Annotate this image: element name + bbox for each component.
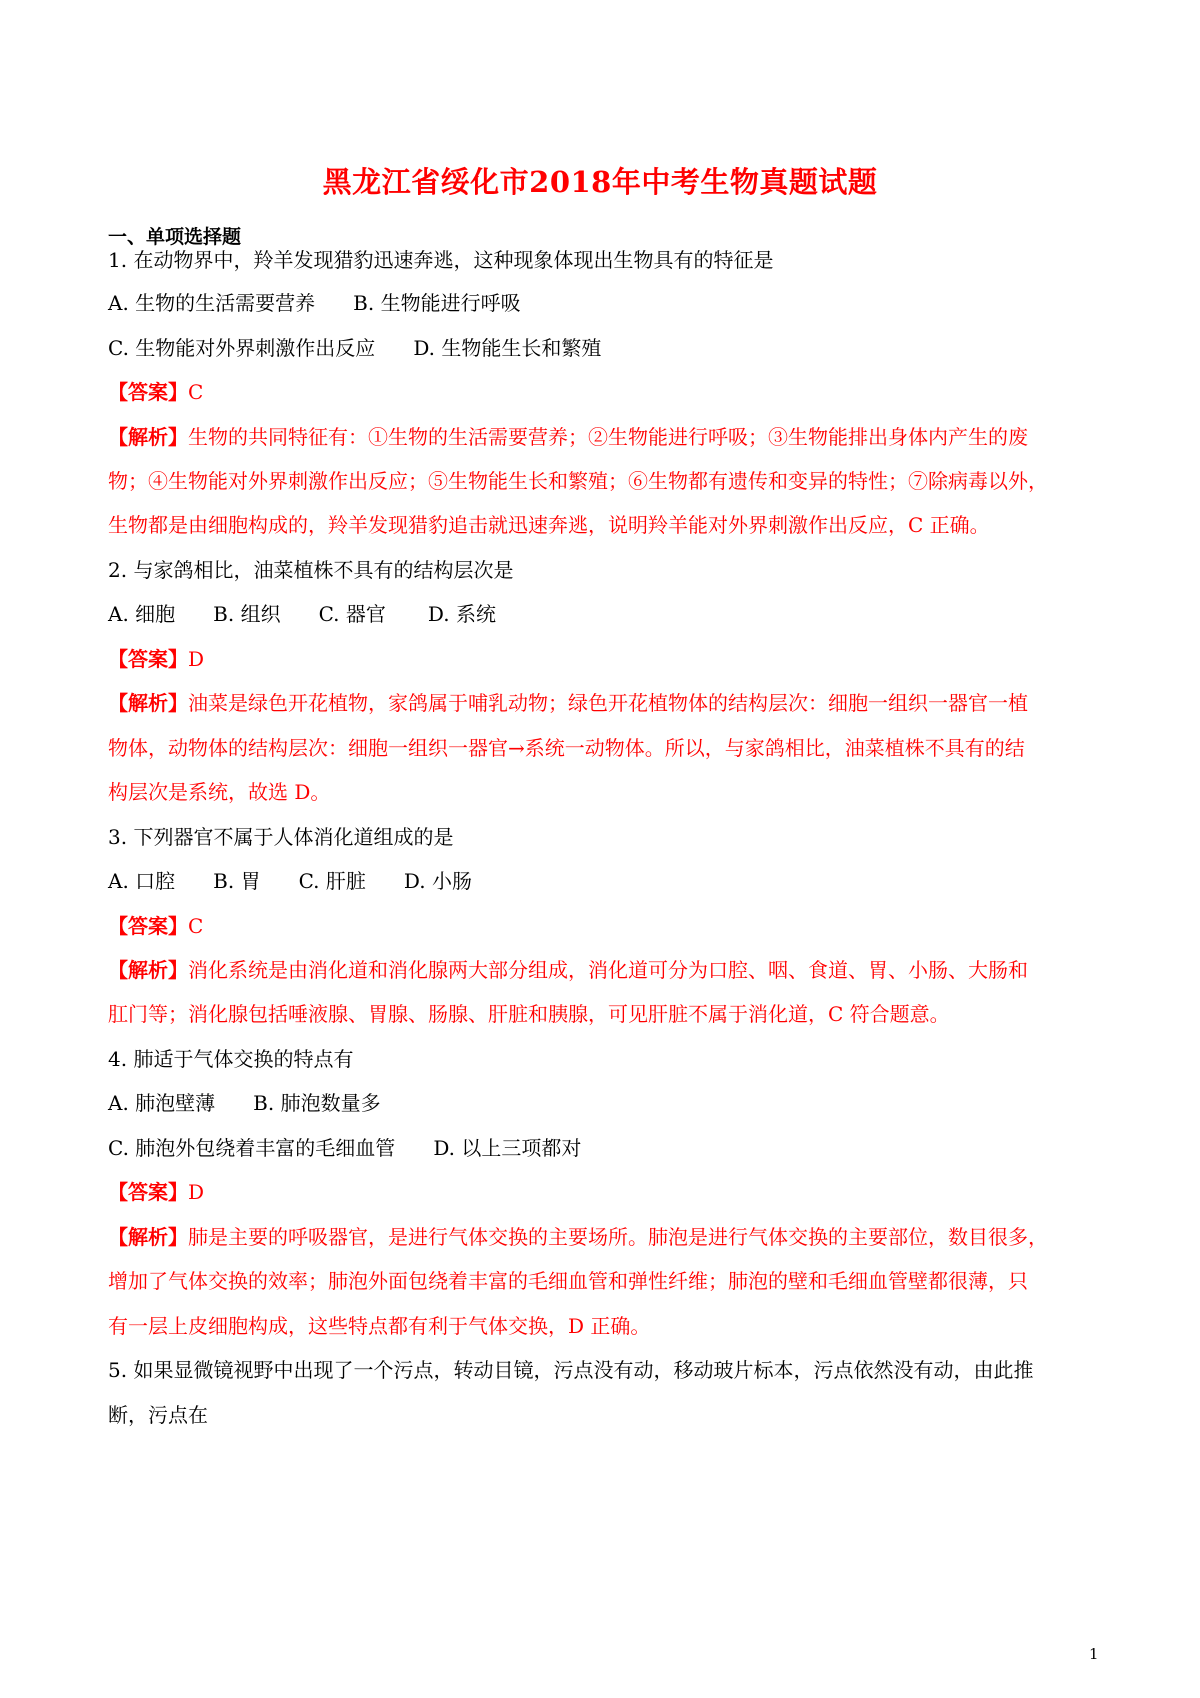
question-options <box>108 334 1098 362</box>
option-b: B. 生物能进行呼吸 <box>353 291 521 315</box>
question-stem: 3. 下列器官不属于人体消化道组成的是 <box>108 825 454 849</box>
option-d: D. 生物能生长和繁殖 <box>413 336 602 360</box>
answer-line <box>108 645 1098 673</box>
option-b: B. 胃 <box>213 869 261 893</box>
answer-tag: 【答案】 <box>108 1180 188 1204</box>
analysis-line <box>108 956 1098 984</box>
question-options <box>108 289 1098 317</box>
analysis-line: 构层次是系统，故选 D。 <box>108 780 331 804</box>
option-b: B. 组织 <box>213 602 281 626</box>
answer-line <box>108 378 1098 406</box>
option-c: C. 肝脏 <box>298 869 366 893</box>
option-a: A. 细胞 <box>108 602 176 626</box>
analysis-text: 肺是主要的呼吸器官，是进行气体交换的主要场所。肺泡是进行气体交换的主要部位，数目很多， <box>188 1225 1048 1249</box>
answer-tag: 【答案】 <box>108 914 188 938</box>
option-d: D. 以上三项都对 <box>433 1136 582 1160</box>
question-stem: 2. 与家鸽相比，油菜植株不具有的结构层次是 <box>108 558 514 582</box>
analysis-line: 物体，动物体的结构层次：细胞一组织一器官→系统一动物体。所以，与家鸽相比，油菜植株不具有的结 <box>108 736 1025 760</box>
option-d: D. 系统 <box>427 602 496 626</box>
answer-tag: 【答案】 <box>108 380 188 404</box>
analysis-line <box>108 1223 1098 1251</box>
answer-value: D <box>188 647 205 671</box>
option-c: C. 肺泡外包绕着丰富的毛细血管 <box>108 1136 396 1160</box>
question-stem: 4. 肺适于气体交换的特点有 <box>108 1047 354 1071</box>
analysis-line: 生物都是由细胞构成的，羚羊发现猎豹追击就迅速奔逃，说明羚羊能对外界刺激作出反应，C 正确。 <box>108 513 990 537</box>
analysis-tag: 【解析】 <box>108 1225 188 1249</box>
analysis-line: 有一层上皮细胞构成，这些特点都有利于气体交换，D 正确。 <box>108 1314 651 1338</box>
question-stem-continued: 断，污点在 <box>108 1403 208 1427</box>
document-title: 黑龙江省绥化市2018年中考生物真题试题 <box>322 165 878 199</box>
question-options <box>108 1134 1098 1162</box>
answer-line <box>108 912 1098 940</box>
option-c: C. 器官 <box>318 602 386 626</box>
analysis-line <box>108 423 1098 451</box>
section-heading: 一、单项选择题 <box>108 226 242 248</box>
question-stem: 1. 在动物界中，羚羊发现猎豹迅速奔逃，这种现象体现出生物具有的特征是 <box>108 248 774 272</box>
analysis-tag: 【解析】 <box>108 425 188 449</box>
question-options <box>108 1089 1098 1117</box>
analysis-tag: 【解析】 <box>108 691 188 715</box>
option-a: A. 肺泡壁薄 <box>108 1091 216 1115</box>
analysis-line: 增加了气体交换的效率；肺泡外面包绕着丰富的毛细血管和弹性纤维；肺泡的壁和毛细血管壁都很薄，只 <box>108 1269 1028 1293</box>
answer-tag: 【答案】 <box>108 647 188 671</box>
analysis-line <box>108 689 1098 717</box>
option-c: C. 生物能对外界刺激作出反应 <box>108 336 376 360</box>
question-stem: 5. 如果显微镜视野中出现了一个污点，转动目镜，污点没有动，移动玻片标本，污点依然没有动，由此推 <box>108 1358 1034 1382</box>
option-a: A. 生物的生活需要营养 <box>108 291 316 315</box>
analysis-tag: 【解析】 <box>108 958 188 982</box>
answer-value: D <box>188 1180 205 1204</box>
analysis-line: 肛门等；消化腺包括唾液腺、胃腺、肠腺、肝脏和胰腺，可见肝脏不属于消化道，C 符合题意。 <box>108 1002 950 1026</box>
analysis-text: 消化系统是由消化道和消化腺两大部分组成，消化道可分为口腔、咽、食道、胃、小肠、大肠和 <box>188 958 1028 982</box>
analysis-text: 生物的共同特征有：①生物的生活需要营养；②生物能进行呼吸；③生物能排出身体内产生的废 <box>188 425 1028 449</box>
option-b: B. 肺泡数量多 <box>253 1091 381 1115</box>
answer-value: C <box>188 914 204 938</box>
analysis-text: 油菜是绿色开花植物，家鸽属于哺乳动物；绿色开花植物体的结构层次：细胞一组织一器官一植 <box>188 691 1028 715</box>
option-d: D. 小肠 <box>403 869 472 893</box>
analysis-line: 物；④生物能对外界刺激作出反应；⑤生物能生长和繁殖；⑥生物都有遗传和变异的特性；⑦除病毒以外， <box>108 469 1048 493</box>
page-number: 1 <box>1089 1645 1099 1663</box>
option-a: A. 口腔 <box>108 869 176 893</box>
question-options <box>108 600 1098 628</box>
answer-value: C <box>188 380 204 404</box>
question-options <box>108 867 1098 895</box>
answer-line <box>108 1178 1098 1206</box>
